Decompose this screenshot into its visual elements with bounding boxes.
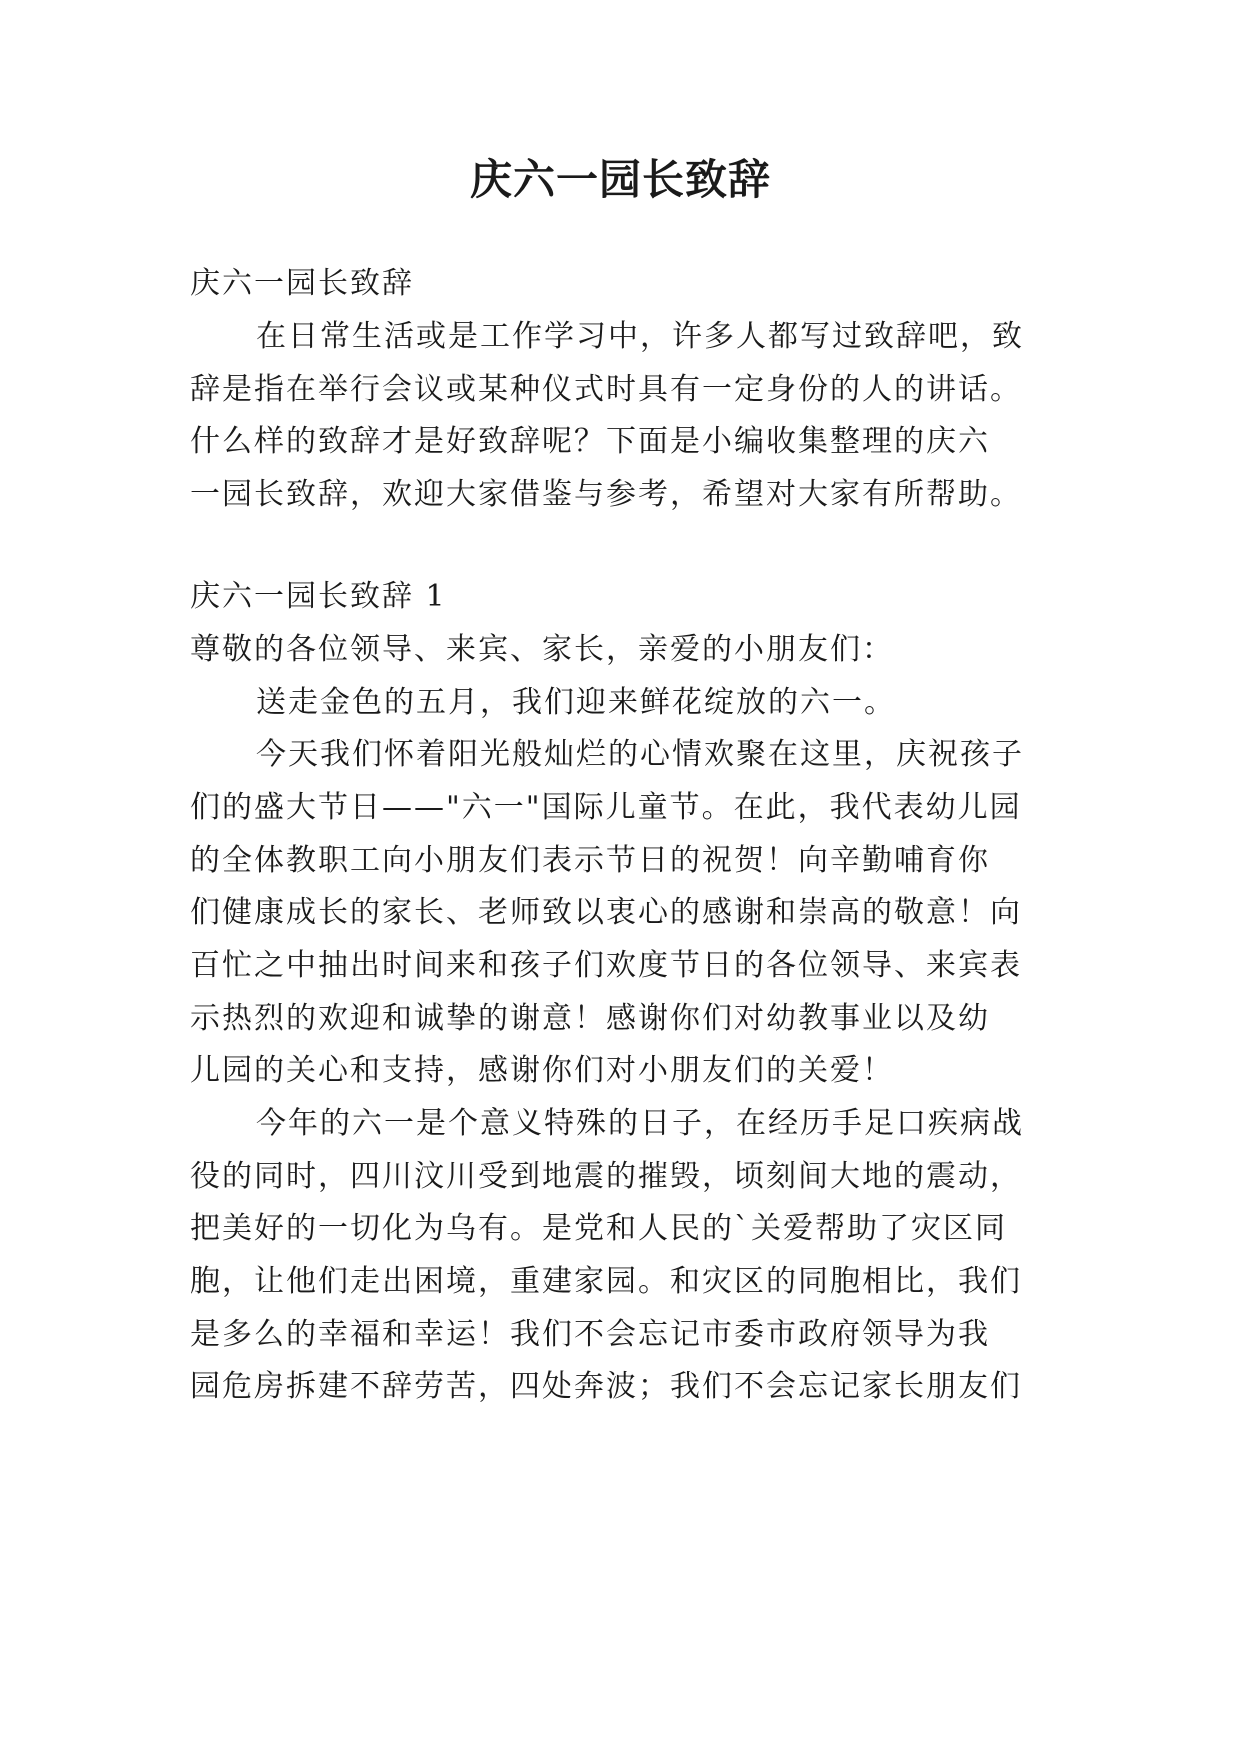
subtitle-line: 庆六一园长致辞: [190, 266, 414, 301]
paragraph-line: 送走金色的五月，我们迎来鲜花绽放的六一。: [256, 685, 896, 720]
paragraph-line: 今天我们怀着阳光般灿烂的心情欢聚在这里，庆祝孩子: [256, 737, 1024, 772]
paragraph-line: 役的同时，四川汶川受到地震的摧毁，顷刻间大地的震动，: [190, 1159, 1022, 1194]
paragraph-line: 什么样的致辞才是好致辞呢？下面是小编收集整理的庆六: [190, 424, 990, 459]
paragraph-line: 一园长致辞，欢迎大家借鉴与参考，希望对大家有所帮助。: [190, 477, 1022, 512]
paragraph-line: 的全体教职工向小朋友们表示节日的祝贺！向辛勤哺育你: [190, 843, 990, 878]
paragraph-line: 示热烈的欢迎和诚挚的谢意！感谢你们对幼教事业以及幼: [190, 1001, 990, 1036]
salutation-line: 尊敬的各位领导、来宾、家长，亲爱的小朋友们：: [190, 632, 894, 667]
paragraph-line: 把美好的一切化为乌有。是党和人民的`关爱帮助了灾区同: [190, 1211, 1007, 1246]
paragraph-line: 百忙之中抽出时间来和孩子们欢度节日的各位领导、来宾表: [190, 948, 1022, 983]
document-title: 庆六一园长致辞: [469, 155, 771, 204]
paragraph-line: 辞是指在举行会议或某种仪式时具有一定身份的人的讲话。: [190, 372, 1022, 407]
paragraph-line: 园危房拆建不辞劳苦，四处奔波；我们不会忘记家长朋友们: [190, 1369, 1022, 1404]
paragraph-line: 今年的六一是个意义特殊的日子，在经历手足口疾病战: [256, 1106, 1024, 1141]
paragraph-line: 在日常生活或是工作学习中，许多人都写过致辞吧，致: [256, 319, 1024, 354]
paragraph-line: 们的盛大节日——"六一"国际儿童节。在此，我代表幼儿园: [190, 790, 1022, 825]
paragraph-line: 们健康成长的家长、老师致以衷心的感谢和崇高的敬意！向: [190, 895, 1022, 930]
paragraph-line: 儿园的关心和支持，感谢你们对小朋友们的关爱！: [190, 1053, 894, 1088]
section-heading: 庆六一园长致辞 1: [190, 579, 447, 614]
paragraph-line: 胞，让他们走出困境，重建家园。和灾区的同胞相比，我们: [190, 1264, 1022, 1299]
paragraph-line: 是多么的幸福和幸运！我们不会忘记市委市政府领导为我: [190, 1317, 990, 1352]
